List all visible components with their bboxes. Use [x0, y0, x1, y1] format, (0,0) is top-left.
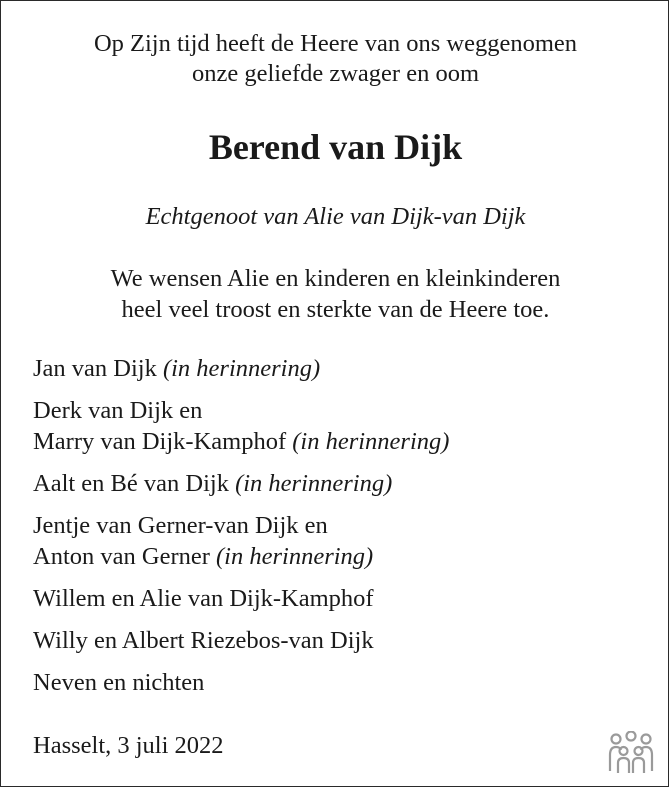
relative-name: Anton van Gerner — [33, 543, 210, 570]
relative-name: Jentje van Gerner-van Dijk en — [33, 512, 328, 539]
relative-entry — [33, 353, 653, 384]
relative-entry — [33, 625, 653, 656]
wish-text — [1, 263, 669, 325]
deceased-name: Berend van Dijk — [208, 127, 463, 167]
wish-line: heel veel troost en sterkte van de Heere toe. — [121, 296, 550, 323]
relative-name: Derk van Dijk en — [33, 397, 203, 424]
place-date: Hasselt, 3 juli 2022 — [33, 732, 224, 759]
spouse-line: Echtgenoot van Alie van Dijk-van Dijk — [145, 203, 526, 230]
family-people-icon — [606, 731, 656, 775]
memorial-note: (in herinnering) — [216, 543, 374, 570]
relative-name: Aalt en Bé van Dijk — [33, 470, 229, 497]
wish-line: We wensen Alie en kinderen en kleinkinderen — [110, 265, 561, 292]
memorial-note: (in herinnering) — [162, 355, 321, 382]
relative-entry — [33, 667, 653, 698]
relatives-list — [33, 353, 653, 709]
relative-name: Jan van Dijk — [33, 355, 157, 382]
relative-entry — [33, 583, 653, 614]
relative-entry — [33, 510, 653, 572]
relative-entry — [33, 395, 653, 457]
relative-name: Marry van Dijk-Kamphof — [33, 428, 287, 455]
memorial-note: (in herinnering) — [292, 428, 450, 455]
relative-entry — [33, 468, 653, 499]
intro-line: onze geliefde zwager en oom — [191, 60, 480, 87]
relative-name: Neven en nichten — [33, 669, 205, 696]
relative-name: Willem en Alie van Dijk-Kamphof — [33, 585, 374, 612]
intro-text — [1, 29, 669, 89]
relative-name: Willy en Albert Riezebos-van Dijk — [33, 627, 374, 654]
memorial-note: (in herinnering) — [235, 470, 393, 497]
intro-line: Op Zijn tijd heeft de Heere van ons weggenomen — [93, 30, 578, 57]
